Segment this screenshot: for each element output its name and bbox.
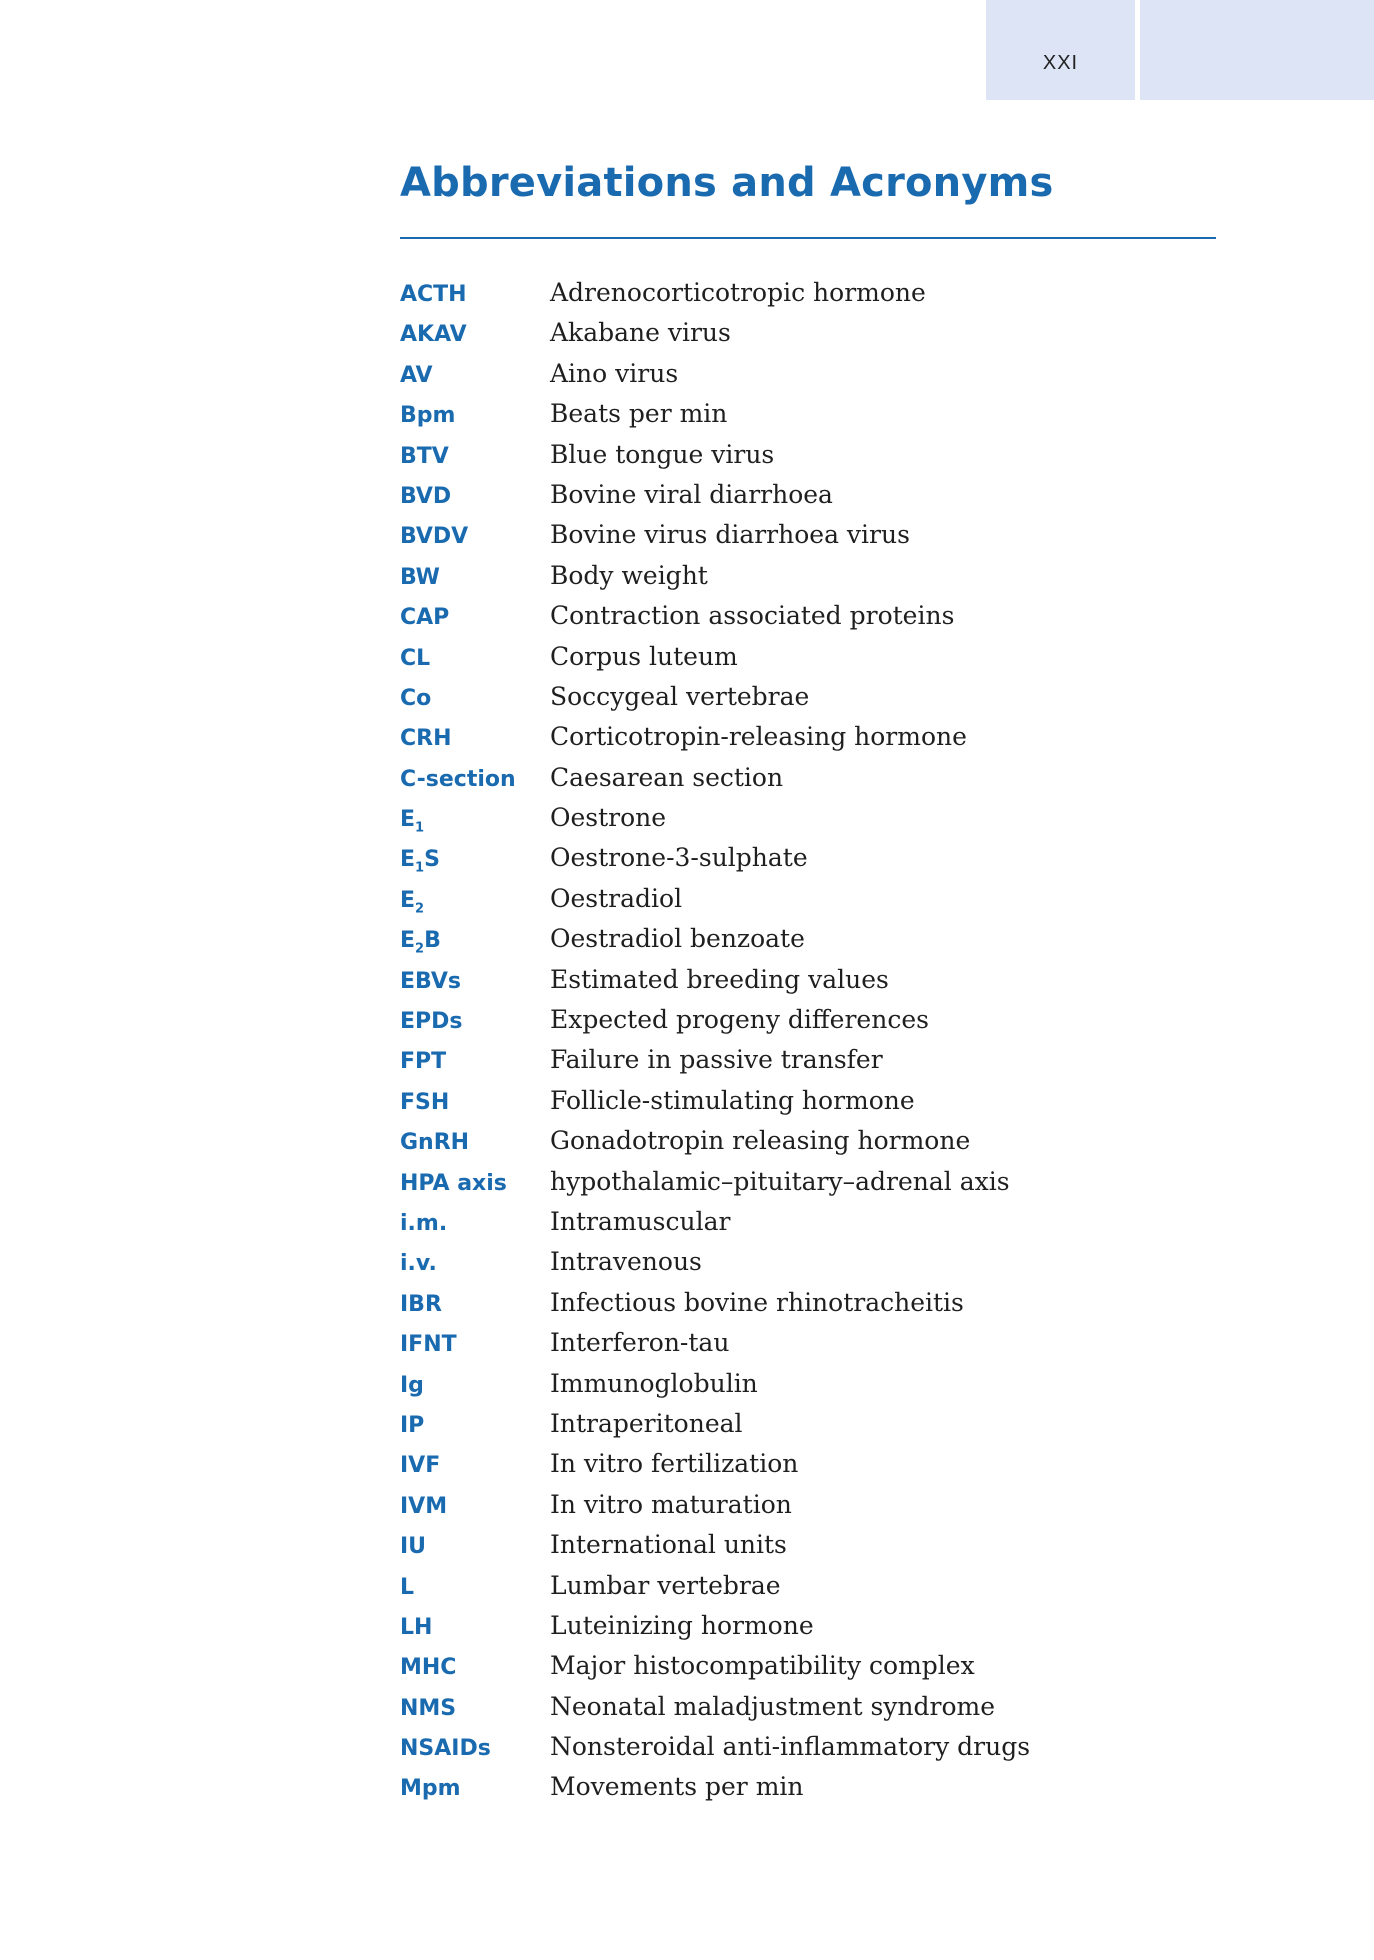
abbreviation-row xyxy=(400,1328,1260,1368)
abbreviation-row xyxy=(400,1490,1260,1530)
abbreviation-row xyxy=(400,1571,1260,1611)
abbreviation-term: IU xyxy=(400,1534,427,1560)
abbreviation-term: AKAV xyxy=(400,322,467,348)
abbreviation-list xyxy=(400,278,1260,1813)
abbreviation-term: BVD xyxy=(400,483,452,509)
abbreviation-definition: Corpus luteum xyxy=(550,641,738,671)
abbreviation-term: Mpm xyxy=(400,1776,461,1802)
page-number: XXI xyxy=(1042,52,1079,74)
abbreviation-row xyxy=(400,884,1260,924)
abbreviation-row xyxy=(400,1005,1260,1045)
abbreviation-definition: Oestradiol xyxy=(550,883,683,913)
abbreviation-row xyxy=(400,1045,1260,1085)
abbreviation-term xyxy=(400,888,550,916)
abbreviation-term: L xyxy=(400,1574,415,1600)
abbreviation-term: MHC xyxy=(400,1655,457,1681)
abbreviation-term: i.m. xyxy=(400,1210,448,1236)
abbreviation-row xyxy=(400,1651,1260,1691)
abbreviation-definition: Oestrone xyxy=(550,803,667,833)
abbreviation-definition: Neonatal maladjustment syndrome xyxy=(550,1691,996,1721)
abbreviation-subscript: 1 xyxy=(415,820,425,836)
abbreviation-definition: Bovine viral diarrhoea xyxy=(550,479,833,509)
abbreviation-definition: Intraperitoneal xyxy=(550,1408,743,1438)
abbreviation-definition: International units xyxy=(550,1530,787,1560)
abbreviation-term: LH xyxy=(400,1614,433,1640)
abbreviation-term xyxy=(400,928,550,956)
abbreviation-term: EPDs xyxy=(400,1009,463,1035)
abbreviation-definition: hypothalamic–pituitary–adrenal axis xyxy=(550,1166,1010,1196)
abbreviation-row xyxy=(400,843,1260,883)
abbreviation-term: i.v. xyxy=(400,1251,437,1277)
abbreviation-row xyxy=(400,278,1260,318)
abbreviation-term: EBVs xyxy=(400,968,462,994)
abbreviation-definition: Follicle-stimulating hormone xyxy=(550,1085,915,1115)
abbreviation-row xyxy=(400,359,1260,399)
abbreviation-definition: In vitro maturation xyxy=(550,1489,792,1519)
abbreviation-definition: Interferon-tau xyxy=(550,1328,730,1358)
abbreviation-term: BW xyxy=(400,564,440,590)
abbreviation-definition: Intravenous xyxy=(550,1247,702,1277)
abbreviation-definition: Blue tongue virus xyxy=(550,439,775,469)
abbreviation-term xyxy=(400,807,550,835)
abbreviation-row xyxy=(400,1369,1260,1409)
abbreviation-row xyxy=(400,1772,1260,1812)
abbreviation-row xyxy=(400,480,1260,520)
abbreviation-row xyxy=(400,1207,1260,1247)
abbreviation-term: FSH xyxy=(400,1089,450,1115)
abbreviation-definition: Expected progeny differences xyxy=(550,1005,929,1035)
abbreviation-row xyxy=(400,1409,1260,1449)
abbreviation-term: BTV xyxy=(400,443,449,469)
abbreviation-term: CL xyxy=(400,645,431,671)
abbreviation-definition: Infectious bovine rhinotracheitis xyxy=(550,1287,964,1317)
abbreviation-row xyxy=(400,1732,1260,1772)
abbreviation-definition: Corticotropin-releasing hormone xyxy=(550,722,967,752)
abbreviation-definition: Gonadotropin releasing hormone xyxy=(550,1126,971,1156)
page-tab-left xyxy=(986,0,1135,100)
abbreviation-row xyxy=(400,1167,1260,1207)
abbreviation-definition: Beats per min xyxy=(550,399,728,429)
abbreviation-row xyxy=(400,520,1260,560)
abbreviation-row xyxy=(400,1247,1260,1287)
abbreviation-definition: Lumbar vertebrae xyxy=(550,1570,781,1600)
abbreviation-row xyxy=(400,924,1260,964)
abbreviation-row xyxy=(400,561,1260,601)
abbreviation-term: CAP xyxy=(400,605,450,631)
abbreviation-row xyxy=(400,1611,1260,1651)
abbreviation-term: IFNT xyxy=(400,1332,457,1358)
abbreviation-subscript: 2 xyxy=(415,901,425,917)
abbreviation-definition: Nonsteroidal anti-inflammatory drugs xyxy=(550,1732,1031,1762)
abbreviation-definition: Major histocompatibility complex xyxy=(550,1651,975,1681)
abbreviation-definition: Bovine virus diarrhoea virus xyxy=(550,520,910,550)
abbreviation-definition: Failure in passive transfer xyxy=(550,1045,883,1075)
abbreviation-definition: Luteinizing hormone xyxy=(550,1610,814,1640)
abbreviation-term: NMS xyxy=(400,1695,457,1721)
abbreviation-row xyxy=(400,763,1260,803)
abbreviation-definition: Body weight xyxy=(550,560,708,590)
abbreviation-term: IP xyxy=(400,1412,425,1438)
abbreviation-definition: Contraction associated proteins xyxy=(550,601,955,631)
page-tab-right xyxy=(1140,0,1374,100)
abbreviation-row xyxy=(400,722,1260,762)
abbreviation-definition: Immunoglobulin xyxy=(550,1368,758,1398)
abbreviation-term: CRH xyxy=(400,726,452,752)
abbreviation-base: E xyxy=(400,847,416,873)
abbreviation-base: E xyxy=(400,807,416,833)
abbreviation-row xyxy=(400,440,1260,480)
abbreviation-row xyxy=(400,682,1260,722)
abbreviation-subscript: 2 xyxy=(415,941,425,957)
abbreviation-row xyxy=(400,965,1260,1005)
abbreviation-definition: Aino virus xyxy=(550,358,679,388)
abbreviation-term: IBR xyxy=(400,1291,442,1317)
abbreviation-term: GnRH xyxy=(400,1130,470,1156)
abbreviation-term: IVM xyxy=(400,1493,448,1519)
abbreviation-row xyxy=(400,1126,1260,1166)
abbreviation-term: HPA axis xyxy=(400,1170,507,1196)
abbreviation-row xyxy=(400,1288,1260,1328)
abbreviation-row xyxy=(400,1449,1260,1489)
abbreviation-term: ACTH xyxy=(400,282,467,307)
abbreviation-term: Bpm xyxy=(400,403,456,429)
abbreviation-definition: Akabane virus xyxy=(550,318,731,348)
abbreviation-term: IVF xyxy=(400,1453,441,1479)
abbreviation-definition: In vitro fertilization xyxy=(550,1449,799,1479)
abbreviation-definition: Oestrone-3-sulphate xyxy=(550,843,808,873)
abbreviation-suffix: B xyxy=(424,928,441,954)
abbreviation-row xyxy=(400,1530,1260,1570)
abbreviation-suffix: S xyxy=(424,847,440,873)
abbreviation-row xyxy=(400,399,1260,439)
page-title: Abbreviations and Acronyms xyxy=(400,160,1054,206)
abbreviation-definition: Movements per min xyxy=(550,1772,804,1802)
title-underline xyxy=(400,237,1216,239)
abbreviation-base: E xyxy=(400,928,416,954)
abbreviation-term: Co xyxy=(400,685,432,711)
abbreviation-row xyxy=(400,803,1260,843)
abbreviation-term: C-section xyxy=(400,766,516,792)
abbreviation-term: BVDV xyxy=(400,524,469,550)
abbreviation-row xyxy=(400,1086,1260,1126)
abbreviation-row xyxy=(400,642,1260,682)
abbreviation-subscript: 1 xyxy=(415,860,425,876)
abbreviation-definition: Estimated breeding values xyxy=(550,964,889,994)
abbreviation-definition: Adrenocorticotropic hormone xyxy=(550,278,926,307)
abbreviation-definition: Soccygeal vertebrae xyxy=(550,681,810,711)
abbreviation-term: AV xyxy=(400,362,433,388)
abbreviation-term xyxy=(400,847,550,875)
abbreviation-term: FPT xyxy=(400,1049,447,1075)
abbreviation-row xyxy=(400,601,1260,641)
abbreviation-definition: Intramuscular xyxy=(550,1206,731,1236)
abbreviation-row xyxy=(400,1692,1260,1732)
abbreviation-base: E xyxy=(400,887,416,913)
abbreviation-row xyxy=(400,318,1260,358)
abbreviation-term: Ig xyxy=(400,1372,424,1398)
abbreviation-term: NSAIDs xyxy=(400,1736,491,1762)
abbreviation-definition: Caesarean section xyxy=(550,762,784,792)
abbreviation-definition: Oestradiol benzoate xyxy=(550,924,805,954)
